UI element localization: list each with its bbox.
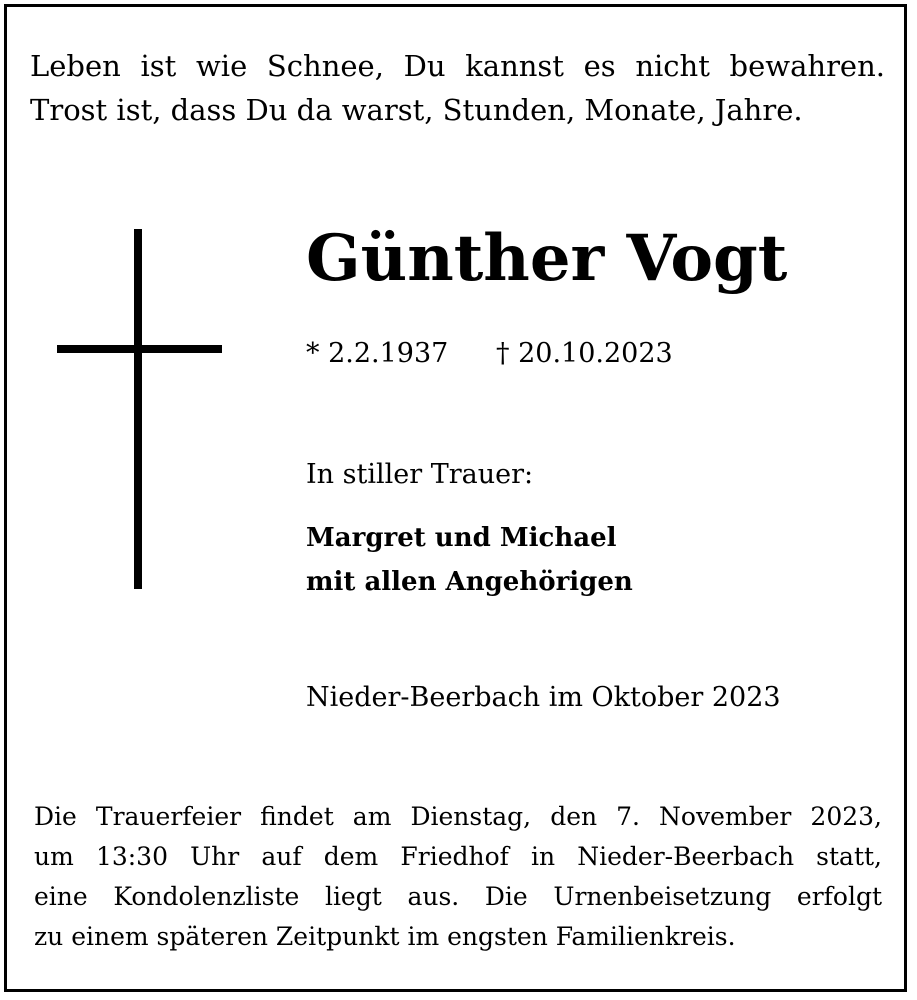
- ceremony-line-4: zu einem späteren Zeitpunkt im engsten Familienkreis.: [34, 922, 736, 951]
- ceremony-notice: [34, 797, 882, 957]
- ceremony-line-1: Die Trauerfeier findet am Dienstag, den 7. November 2023,: [34, 802, 882, 831]
- ceremony-line-3: eine Kondolenzliste liegt aus. Die Urnenbeisetzung erfolgt: [34, 882, 882, 911]
- cross-icon: [57, 229, 222, 589]
- motto-verse: [30, 44, 885, 132]
- motto-line-2: Trost ist, dass Du da warst, Stunden, Monate, Jahre.: [30, 93, 803, 127]
- motto-line-1: Leben ist wie Schnee, Du kannst es nicht bewahren.: [30, 49, 885, 83]
- life-dates: [306, 336, 673, 372]
- cross-horizontal-bar: [57, 345, 222, 353]
- mourning-intro: In stiller Trauer:: [306, 459, 534, 490]
- deceased-name: Günther Vogt: [306, 221, 788, 296]
- ceremony-line-2: um 13:30 Uhr auf dem Friedhof in Nieder-Beerbach statt,: [34, 842, 882, 871]
- mourners-line-1: Margret und Michael: [306, 523, 617, 553]
- cross-vertical-bar: [134, 229, 142, 589]
- death-date: † 20.10.2023: [496, 338, 673, 369]
- mourners: [306, 516, 633, 604]
- place-and-date: Nieder-Beerbach im Oktober 2023: [306, 682, 781, 713]
- mourners-line-2: mit allen Angehörigen: [306, 567, 633, 597]
- birth-date: * 2.2.1937: [306, 338, 449, 369]
